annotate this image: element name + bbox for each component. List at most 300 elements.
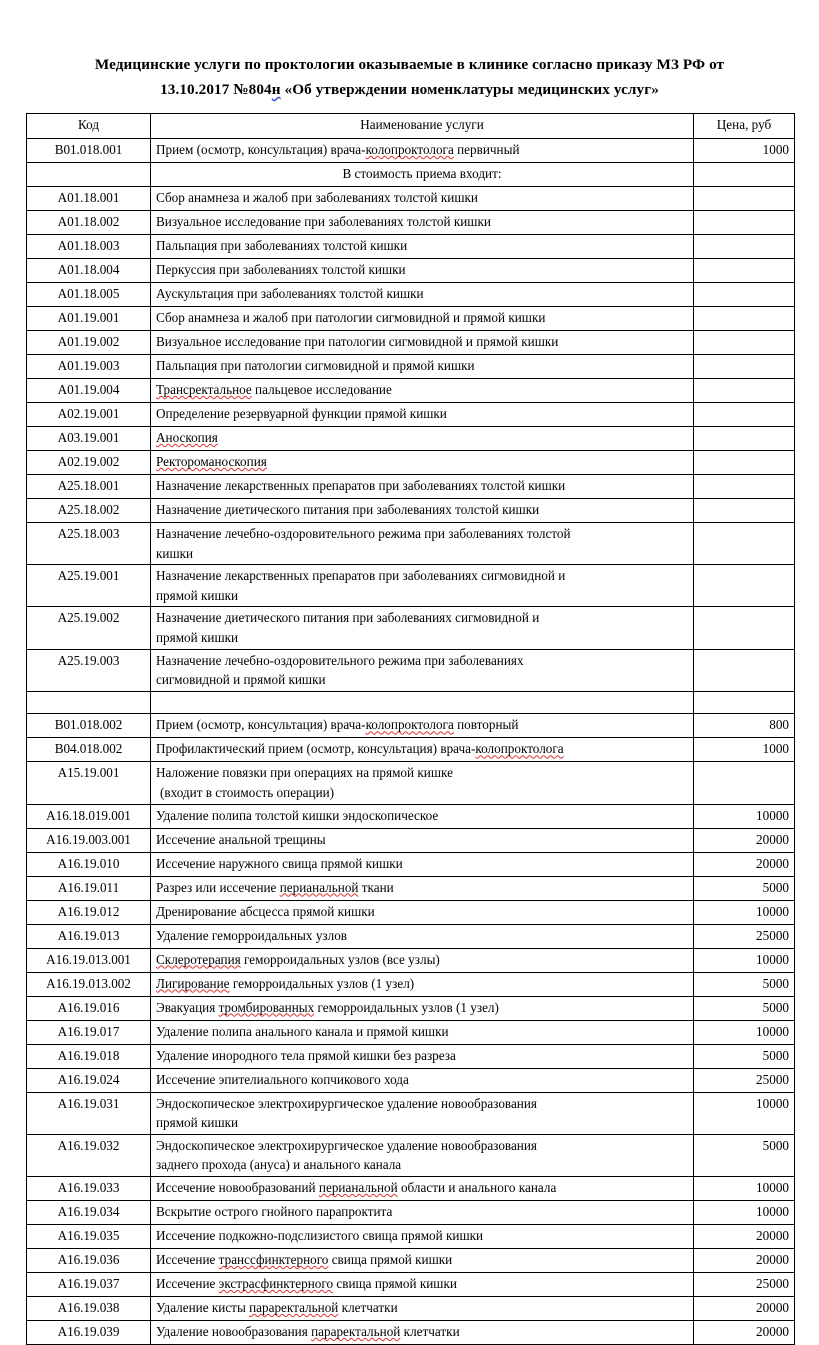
table-cell-name xyxy=(151,235,694,259)
table-cell-price: 10000 xyxy=(694,1200,795,1224)
service-name-line xyxy=(156,651,688,671)
table-cell-name xyxy=(151,649,694,691)
service-name-line-2: прямой кишки xyxy=(156,1115,239,1131)
service-name-line xyxy=(156,260,688,280)
table-cell-price: 10000 xyxy=(694,1092,795,1134)
table-row xyxy=(27,139,795,163)
service-name-line-2: прямой кишки xyxy=(156,629,239,645)
table-cell-code: A16.19.010 xyxy=(27,852,151,876)
spellcheck-flagged-word: Аноскопия xyxy=(156,430,218,445)
table-cell-code: A16.19.017 xyxy=(27,1020,151,1044)
service-name-text: Назначение лечебно-оздоровительного режима при заболеваниях xyxy=(156,652,524,668)
table-row xyxy=(27,1272,795,1296)
table-cell-name xyxy=(151,738,694,762)
service-name-text: Удаление инородного тела прямой кишки без разреза xyxy=(156,1047,456,1063)
table-cell-price xyxy=(694,451,795,475)
table-cell-name xyxy=(151,1272,694,1296)
service-name-text: Удаление полипа анального канала и прямой кишки xyxy=(156,1023,449,1039)
table-cell-price: 20000 xyxy=(694,828,795,852)
table-cell-code: A16.19.018 xyxy=(27,1044,151,1068)
table-cell-price: 25000 xyxy=(694,1068,795,1092)
table-row xyxy=(27,1296,795,1320)
service-name-line xyxy=(156,1322,688,1342)
table-row xyxy=(27,235,795,259)
table-row xyxy=(27,876,795,900)
table-cell-price: 5000 xyxy=(694,996,795,1020)
table-cell-name xyxy=(151,451,694,475)
table-cell-code: A25.18.002 xyxy=(27,499,151,523)
service-name-text: Определение резервуарной функции прямой кишки xyxy=(156,406,447,421)
service-name-text: свища прямой кишки xyxy=(333,1275,457,1291)
table-row xyxy=(27,211,795,235)
table-cell-price: 5000 xyxy=(694,972,795,996)
table-cell-code: A16.19.034 xyxy=(27,1200,151,1224)
table-cell-name xyxy=(151,211,694,235)
service-name-line-2: кишки xyxy=(156,545,194,561)
table-cell-name xyxy=(151,762,694,804)
service-name-line xyxy=(156,806,688,826)
service-name-line xyxy=(156,380,688,400)
table-cell-code: A01.18.001 xyxy=(27,187,151,211)
table-cell-price: 10000 xyxy=(694,1176,795,1200)
service-name-text: Визуальное исследование при патологии сигмовидной и прямой кишки xyxy=(156,334,559,349)
table-cell-name xyxy=(151,379,694,403)
table-cell-code: A01.18.003 xyxy=(27,235,151,259)
table-cell-name xyxy=(151,828,694,852)
table-cell-code: A16.19.013.001 xyxy=(27,948,151,972)
table-cell-code: A25.19.003 xyxy=(27,649,151,691)
table-cell-name xyxy=(151,307,694,331)
service-name-line xyxy=(156,284,688,304)
table-cell-price: 1000 xyxy=(694,738,795,762)
table-cell-price xyxy=(694,379,795,403)
service-name-text: геморроидальных узлов (1 узел) xyxy=(229,975,415,991)
table-cell-name xyxy=(151,187,694,211)
table-cell-name xyxy=(151,565,694,607)
table-cell-code: A16.19.024 xyxy=(27,1068,151,1092)
service-name-text: Наложение повязки при операциях на прямой кишке xyxy=(156,765,453,781)
table-cell-code xyxy=(27,691,151,714)
table-cell-name xyxy=(151,331,694,355)
spellcheck-flagged-word: транссфинктерного xyxy=(218,1251,329,1267)
spellcheck-flagged-word: Трансректальное xyxy=(156,382,252,397)
service-name-text: Эндоскопическое электрохирургическое удаление новообразования xyxy=(156,1137,537,1153)
table-cell-name xyxy=(151,259,694,283)
table-cell-price: 25000 xyxy=(694,924,795,948)
service-name-text: Вскрытие острого гнойного парапроктита xyxy=(156,1203,393,1219)
service-name-text: Прием (осмотр, консультация) врача- xyxy=(156,142,366,157)
table-cell-name xyxy=(151,607,694,649)
table-cell-name xyxy=(151,900,694,924)
table-cell-price: 10000 xyxy=(694,1020,795,1044)
spellcheck-flagged-word: колопроктолога xyxy=(365,142,454,157)
service-name-text: Назначение лекарственных препаратов при заболеваниях толстой кишки xyxy=(156,478,566,493)
spellcheck-flagged-word: колопроктолога xyxy=(365,717,454,733)
table-cell-name xyxy=(151,1176,694,1200)
service-name-line xyxy=(156,763,688,783)
service-name-line xyxy=(156,1094,688,1114)
table-cell-name xyxy=(151,139,694,163)
table-spacer-row xyxy=(27,691,795,714)
table-header-row xyxy=(27,114,795,139)
service-name-text: Пальпация при патологии сигмовидной и прямой кишки xyxy=(156,358,475,373)
table-row xyxy=(27,852,795,876)
spellcheck-flagged-word: Ректороманоскопия xyxy=(156,454,267,469)
table-cell-code: A25.19.002 xyxy=(27,607,151,649)
service-name-text: клетчатки xyxy=(338,1299,398,1315)
table-row xyxy=(27,475,795,499)
page-title-line-2 xyxy=(62,77,757,102)
table-cell-price xyxy=(694,211,795,235)
service-name-line xyxy=(156,428,688,448)
table-row xyxy=(27,762,795,804)
table-row xyxy=(27,924,795,948)
table-cell-code: A16.19.039 xyxy=(27,1320,151,1344)
page-title-line-2-pre: 13.10.2017 №804 xyxy=(160,81,272,98)
table-cell-name xyxy=(151,1044,694,1068)
table-cell-price: 10000 xyxy=(694,948,795,972)
table-cell-price: 25000 xyxy=(694,1272,795,1296)
service-name-text: Визуальное исследование при заболеваниях толстой кишки xyxy=(156,214,491,229)
service-name-line xyxy=(156,830,688,850)
table-cell-code: A16.18.019.001 xyxy=(27,804,151,828)
spellcheck-flagged-word: параректальной xyxy=(249,1299,339,1315)
service-name-text: Удаление кисты xyxy=(156,1299,250,1315)
table-cell-code: A16.19.032 xyxy=(27,1134,151,1176)
table-row xyxy=(27,607,795,649)
table-row xyxy=(27,738,795,762)
table-cell-code: A16.19.035 xyxy=(27,1224,151,1248)
table-cell-price xyxy=(694,187,795,211)
table-row xyxy=(27,1224,795,1248)
table-cell-price xyxy=(694,307,795,331)
table-cell-code xyxy=(27,163,151,187)
table-row xyxy=(27,187,795,211)
table-body xyxy=(27,139,795,1345)
table-row xyxy=(27,900,795,924)
table-cell-price xyxy=(694,259,795,283)
table-cell-name xyxy=(151,523,694,565)
service-name-line xyxy=(156,1022,688,1042)
table-cell-code: A15.19.001 xyxy=(27,762,151,804)
table-cell-name xyxy=(151,852,694,876)
page-title-line-2-post: «Об утверждении номенклатуры медицинских услуг» xyxy=(280,81,659,98)
table-cell-name xyxy=(151,427,694,451)
table-row xyxy=(27,804,795,828)
table-cell-name xyxy=(151,876,694,900)
table-cell-name xyxy=(151,355,694,379)
spellcheck-flagged-word: колопроктолога xyxy=(475,741,564,757)
spellcheck-flagged-word: параректальной xyxy=(311,1323,401,1339)
service-name-text: первичный xyxy=(453,142,520,157)
column-header-code: Код xyxy=(27,114,151,139)
spellcheck-flagged-word: перианальной xyxy=(279,879,359,895)
table-cell-code: A16.19.003.001 xyxy=(27,828,151,852)
spellcheck-flagged-word: Склеротерапия xyxy=(156,951,241,967)
service-name-line xyxy=(156,1178,688,1198)
service-name-text: Эндоскопическое электрохирургическое удаление новообразования xyxy=(156,1095,537,1111)
table-cell-code: A01.18.005 xyxy=(27,283,151,307)
table-cell-price xyxy=(694,499,795,523)
spellcheck-flagged-word: Лигирование xyxy=(156,975,230,991)
service-name-text: Профилактический прием (осмотр, консультация) врача- xyxy=(156,741,476,757)
table-cell-code: A02.19.002 xyxy=(27,451,151,475)
service-name-text: Эвакуация xyxy=(156,999,219,1015)
table-row xyxy=(27,451,795,475)
spellcheck-flagged-word: экстрасфинктерного xyxy=(218,1275,334,1291)
table-cell-code: A01.19.001 xyxy=(27,307,151,331)
service-name-line xyxy=(156,1070,688,1090)
table-row xyxy=(27,1092,795,1134)
service-name-line xyxy=(156,1136,688,1156)
service-name-line xyxy=(156,566,688,586)
table-cell-code: A25.18.001 xyxy=(27,475,151,499)
table-cell-price: 10000 xyxy=(694,900,795,924)
service-name-line xyxy=(156,356,688,376)
table-cell-code: A16.19.037 xyxy=(27,1272,151,1296)
table-cell-price: 5000 xyxy=(694,1134,795,1176)
table-cell-price xyxy=(694,403,795,427)
service-name-line xyxy=(156,1046,688,1066)
table-cell-code: A01.19.002 xyxy=(27,331,151,355)
service-name-line xyxy=(156,854,688,874)
service-name-text: Иссечение новообразований xyxy=(156,1179,319,1195)
service-name-line xyxy=(156,950,688,970)
service-name-line-2: сигмовидной и прямой кишки xyxy=(156,672,326,688)
table-cell-name xyxy=(151,1134,694,1176)
table-row xyxy=(27,523,795,565)
service-name-text: Назначение диетического питания при заболеваниях толстой кишки xyxy=(156,502,540,517)
service-name-text: Пальпация при заболеваниях толстой кишки xyxy=(156,238,408,253)
table-cell-price xyxy=(694,163,795,187)
table-cell-name xyxy=(151,972,694,996)
table-row xyxy=(27,331,795,355)
table-cell-name xyxy=(151,499,694,523)
table-cell-code: A01.19.003 xyxy=(27,355,151,379)
service-name-text: Прием (осмотр, консультация) врача- xyxy=(156,717,366,733)
table-cell-price xyxy=(694,235,795,259)
table-cell-price: 800 xyxy=(694,714,795,738)
column-header-name: Наименование услуги xyxy=(151,114,694,139)
table-cell-code: A01.19.004 xyxy=(27,379,151,403)
table-row xyxy=(27,355,795,379)
table-cell-price: 20000 xyxy=(694,852,795,876)
table-cell-name xyxy=(151,1224,694,1248)
table-cell-code: B01.018.002 xyxy=(27,714,151,738)
table-cell-code: A16.19.016 xyxy=(27,996,151,1020)
table-row xyxy=(27,972,795,996)
table-cell-name xyxy=(151,804,694,828)
service-name-line xyxy=(156,1298,688,1318)
page-title-line-1: Медицинские услуги по проктологии оказываемые в клинике согласно приказу МЗ РФ от xyxy=(94,56,725,73)
service-name-line xyxy=(156,404,688,424)
service-name-line xyxy=(156,308,688,328)
table-cell-code: A16.19.013.002 xyxy=(27,972,151,996)
service-name-line xyxy=(156,902,688,922)
service-name-text: Иссечение анальной трещины xyxy=(156,831,326,847)
service-name-line xyxy=(156,998,688,1018)
table-cell-name xyxy=(151,924,694,948)
table-cell-price xyxy=(694,475,795,499)
service-name-text: Иссечение xyxy=(156,1275,219,1291)
service-name-text: Перкуссия при заболеваниях толстой кишки xyxy=(156,262,406,277)
table-cell-name xyxy=(151,1248,694,1272)
service-name-line xyxy=(156,500,688,520)
table-row xyxy=(27,307,795,331)
service-name-text: клетчатки xyxy=(400,1323,460,1339)
table-row xyxy=(27,1044,795,1068)
table-cell-code: A16.19.031 xyxy=(27,1092,151,1134)
table-row xyxy=(27,427,795,451)
table-row xyxy=(27,1020,795,1044)
service-name-line xyxy=(156,236,688,256)
table-row xyxy=(27,1200,795,1224)
service-name-line xyxy=(156,1202,688,1222)
service-name-line xyxy=(156,212,688,232)
table-cell-code: A02.19.001 xyxy=(27,403,151,427)
table-row xyxy=(27,828,795,852)
table-row xyxy=(27,565,795,607)
table-cell-name xyxy=(151,283,694,307)
service-name-line xyxy=(156,452,688,472)
table-cell-name xyxy=(151,1296,694,1320)
service-name-text: Аускультация при заболеваниях толстой кишки xyxy=(156,286,424,301)
table-row xyxy=(27,649,795,691)
table-cell-code: B04.018.002 xyxy=(27,738,151,762)
page-title-grammar-flag: н xyxy=(271,81,281,98)
table-cell-code: A16.19.013 xyxy=(27,924,151,948)
table-cell-price: 20000 xyxy=(694,1248,795,1272)
service-name-text: Назначение диетического питания при заболеваниях сигмовидной и xyxy=(156,610,540,626)
services-table xyxy=(26,113,795,1345)
table-cell-code: A16.19.012 xyxy=(27,900,151,924)
service-name-line xyxy=(156,524,688,544)
table-cell-price: 20000 xyxy=(694,1320,795,1344)
service-name-text: Назначение лечебно-оздоровительного режима при заболеваниях толстой xyxy=(156,526,571,541)
service-name-line xyxy=(156,608,688,628)
service-name-text: Назначение лекарственных препаратов при заболеваниях сигмовидной и xyxy=(156,568,566,584)
table-cell-code: A16.19.036 xyxy=(27,1248,151,1272)
service-name-line xyxy=(156,739,688,759)
table-cell-price xyxy=(694,283,795,307)
service-name-text: геморроидальных узлов (1 узел) xyxy=(314,999,499,1015)
table-row xyxy=(27,714,795,738)
table-cell-name xyxy=(151,714,694,738)
page-title xyxy=(0,0,819,102)
service-name-line-2: прямой кишки xyxy=(156,587,239,603)
service-name-text: Иссечение подкожно-подслизистого свища прямой кишки xyxy=(156,1227,484,1243)
table-row xyxy=(27,403,795,427)
table-cell-price: 1000 xyxy=(694,139,795,163)
table-cell-code: A03.19.001 xyxy=(27,427,151,451)
service-name-text: повторный xyxy=(453,717,519,733)
service-name-line xyxy=(156,140,688,160)
table-cell-price: 20000 xyxy=(694,1296,795,1320)
service-name-line xyxy=(156,1226,688,1246)
service-name-text: области и анального канала xyxy=(397,1179,557,1195)
table-row xyxy=(27,379,795,403)
column-header-price: Цена, руб xyxy=(694,114,795,139)
table-cell-name xyxy=(151,1020,694,1044)
service-name-text: Иссечение наружного свища прямой кишки xyxy=(156,855,403,871)
table-cell-code: A01.18.004 xyxy=(27,259,151,283)
spellcheck-flagged-word: перианальной xyxy=(318,1179,398,1195)
table-head xyxy=(27,114,795,139)
table-cell-price xyxy=(694,607,795,649)
spellcheck-flagged-word: тромбированных xyxy=(218,999,315,1015)
table-cell-code: A16.19.038 xyxy=(27,1296,151,1320)
service-name-text: Удаление полипа толстой кишки эндоскопическое xyxy=(156,807,439,823)
table-cell-code: A25.18.003 xyxy=(27,523,151,565)
table-cell-price: 5000 xyxy=(694,876,795,900)
table-cell-name xyxy=(151,996,694,1020)
service-name-text: Сбор анамнеза и жалоб при патологии сигмовидной и прямой кишки xyxy=(156,310,546,325)
service-name-line xyxy=(156,715,688,735)
table-cell-price xyxy=(694,649,795,691)
table-row xyxy=(27,996,795,1020)
table-cell-code: B01.018.001 xyxy=(27,139,151,163)
table-cell-price xyxy=(694,331,795,355)
table-cell-price: 10000 xyxy=(694,804,795,828)
table-cell-name xyxy=(151,1068,694,1092)
service-name-text: свища прямой кишки xyxy=(328,1251,453,1267)
service-name-text: ткани xyxy=(358,879,394,895)
table-row xyxy=(27,1134,795,1176)
service-name-line xyxy=(156,1274,688,1294)
table-cell-price: 20000 xyxy=(694,1224,795,1248)
service-name-line-2: (входит в стоимость операции) xyxy=(160,784,335,800)
table-cell-price: 5000 xyxy=(694,1044,795,1068)
service-name-text: Иссечение эпителиального копчикового хода xyxy=(156,1071,409,1087)
service-name-line xyxy=(156,188,688,208)
table-cell-name xyxy=(151,475,694,499)
table-row xyxy=(27,499,795,523)
table-cell-name xyxy=(151,1092,694,1134)
service-name-text: Удаление геморроидальных узлов xyxy=(156,927,348,943)
table-cell-price xyxy=(694,427,795,451)
table-section-row xyxy=(27,163,795,187)
service-name-text: Сбор анамнеза и жалоб при заболеваниях толстой кишки xyxy=(156,190,478,205)
service-name-text: пальцевое исследование xyxy=(251,382,392,397)
table-cell-price xyxy=(694,523,795,565)
service-name-line xyxy=(156,1250,688,1270)
service-name-line xyxy=(156,332,688,352)
section-label: В стоимость приема входит: xyxy=(151,163,694,187)
service-name-line xyxy=(156,926,688,946)
service-name-line xyxy=(156,476,688,496)
service-name-text: Разрез или иссечение xyxy=(156,879,280,895)
table-cell-price xyxy=(694,691,795,714)
table-cell-name xyxy=(151,1200,694,1224)
table-row xyxy=(27,259,795,283)
table-cell-code: A01.18.002 xyxy=(27,211,151,235)
table-cell-price xyxy=(694,565,795,607)
table-row xyxy=(27,283,795,307)
table-cell-price xyxy=(694,762,795,804)
table-row xyxy=(27,1248,795,1272)
table-cell-code: A16.19.033 xyxy=(27,1176,151,1200)
table-cell-name xyxy=(151,691,694,714)
table-cell-name xyxy=(151,403,694,427)
service-name-line-2: заднего прохода (ануса) и анального канала xyxy=(156,1157,402,1173)
table-cell-price xyxy=(694,355,795,379)
service-name-line xyxy=(156,974,688,994)
service-name-text: Иссечение xyxy=(156,1251,219,1267)
service-name-line xyxy=(156,878,688,898)
table-row xyxy=(27,1068,795,1092)
service-name-text: Удаление новообразования xyxy=(156,1323,312,1339)
table-cell-code: A25.19.001 xyxy=(27,565,151,607)
